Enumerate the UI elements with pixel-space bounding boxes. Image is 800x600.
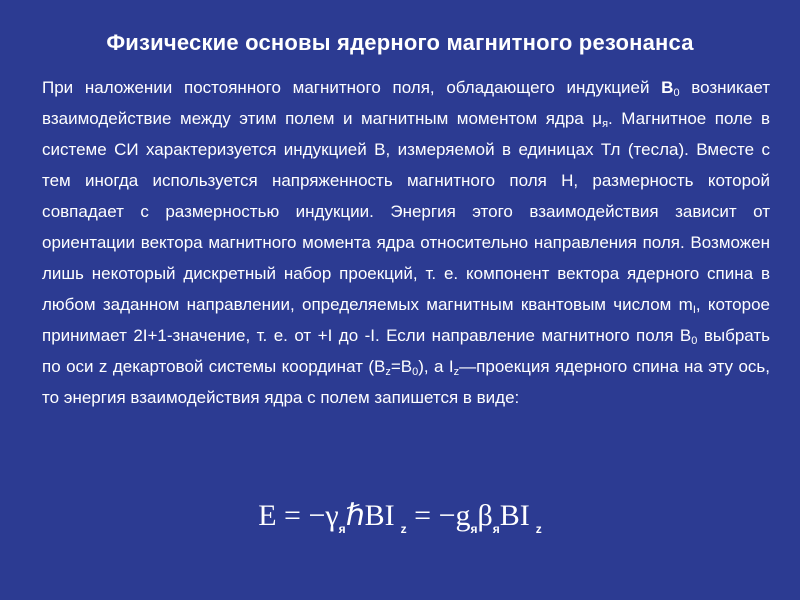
b0b-subscript: 0 [691, 335, 698, 347]
body-paragraph [42, 72, 770, 413]
text-segment-6: =B [390, 357, 413, 376]
formula-mid: ℏBI [345, 499, 395, 532]
b0-symbol: B [661, 78, 674, 97]
text-segment-7: ), а I [418, 357, 454, 376]
mu-subscript: я [602, 118, 609, 130]
iz-subscript: z [453, 366, 460, 378]
text-segment-4: , которое принимает 2I+1-значение, т. е. от +I до -I. Если направление магнитного поля B [42, 295, 771, 345]
text-segment-3: . Магнитное поле в системе СИ характеризуется индукцией B, измеряемой в единицах Тл (тесла). Вместе с тем иногда используется напряженность магнитного поля H, размерность которой совпадает с размерностью индукции. Энергия этого взаимодействия зависит от ориентации вектора магнитного момента ядра относительно направления поля. Возможен лишь некоторый дискретный набор проекций, т. е. компонент вектора ядерного спина в любом заданном направлении, определяемых магнитным квантовым числом m [42, 109, 771, 314]
mu-symbol: μ [592, 109, 603, 128]
formula-iz-subscript: z [400, 522, 407, 536]
g-subscript: я [470, 522, 478, 536]
text-segment-1: При наложении постоянного магнитного поля, обладающего индукцией [42, 78, 662, 97]
slide-title: Физические основы ядерного магнитного резонанса [106, 30, 694, 55]
b0-subscript: 0 [673, 87, 680, 99]
gamma-subscript: я [338, 522, 346, 536]
formula-eq2: = −g [406, 499, 471, 532]
text-segment-2: возникает взаимодействие между этим полем и магнитным моментом ядра [42, 78, 770, 128]
text-segment-8: —проекция ядерного спина на эту ось, то энергия взаимодействия ядра с полем запишется в виде: [42, 357, 771, 407]
formula-lhs: E = −γ [258, 499, 339, 532]
m-subscript: I [692, 304, 696, 316]
b0c-subscript: 0 [412, 366, 419, 378]
beta-symbol: β [477, 499, 493, 532]
formula-rhs: BI [499, 499, 530, 532]
bz-subscript: z [385, 366, 391, 378]
energy-formula [0, 498, 800, 536]
text-segment-5: выбрать по оси z декартовой системы координат (B [42, 326, 770, 376]
beta-subscript: я [492, 522, 500, 536]
formula-iz2-subscript: z [535, 522, 542, 536]
